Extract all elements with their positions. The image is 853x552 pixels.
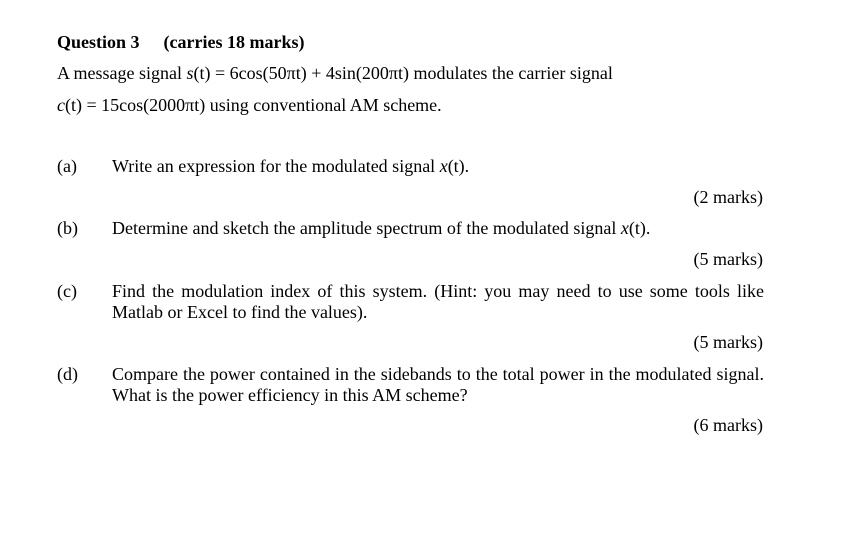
part-a-text — [112, 156, 764, 177]
part-d-text: Compare the power contained in the sidebands to the total power in the modulated signal. What is the power efficiency in this AM scheme? — [112, 364, 764, 405]
intro-line-1-prefix: A message signal — [57, 63, 187, 83]
carrier-signal-symbol: c — [57, 95, 65, 115]
intro-line-2 — [57, 94, 442, 116]
part-a-text-before: Write an expression for the modulated signal — [112, 156, 440, 176]
question-title: Question 3 — [57, 32, 140, 52]
part-a-marks: (2 marks) — [693, 187, 763, 207]
part-b-marks: (5 marks) — [693, 249, 763, 269]
part-d-marks: (6 marks) — [693, 415, 763, 435]
part-a-text-after: (t). — [447, 156, 470, 176]
intro-line-1 — [57, 62, 613, 84]
part-c-label: (c) — [57, 281, 77, 301]
part-c-text: Find the modulation index of this system. (Hint: you may need to use some tools like Matlab or Excel to find the values). — [112, 281, 764, 322]
part-a-var: x — [439, 156, 448, 176]
question-heading — [57, 31, 304, 53]
part-c-marks: (5 marks) — [693, 332, 763, 352]
question-total-marks: (carries 18 marks) — [163, 32, 305, 52]
message-signal-symbol: s — [186, 63, 194, 83]
part-b-text-before: Determine and sketch the amplitude spectrum of the modulated signal — [112, 218, 621, 238]
part-b-text-after: (t). — [628, 218, 651, 238]
part-b-label: (b) — [57, 218, 78, 238]
part-b-text — [112, 218, 764, 239]
intro-line-1-rest: (t) = 6cos(50πt) + 4sin(200πt) modulates the carrier signal — [193, 63, 613, 83]
part-d-label: (d) — [57, 364, 78, 384]
part-b-var: x — [620, 218, 629, 238]
intro-line-2-rest: (t) = 15cos(2000πt) using conventional AM scheme. — [65, 95, 442, 115]
part-a-label: (a) — [57, 156, 77, 176]
